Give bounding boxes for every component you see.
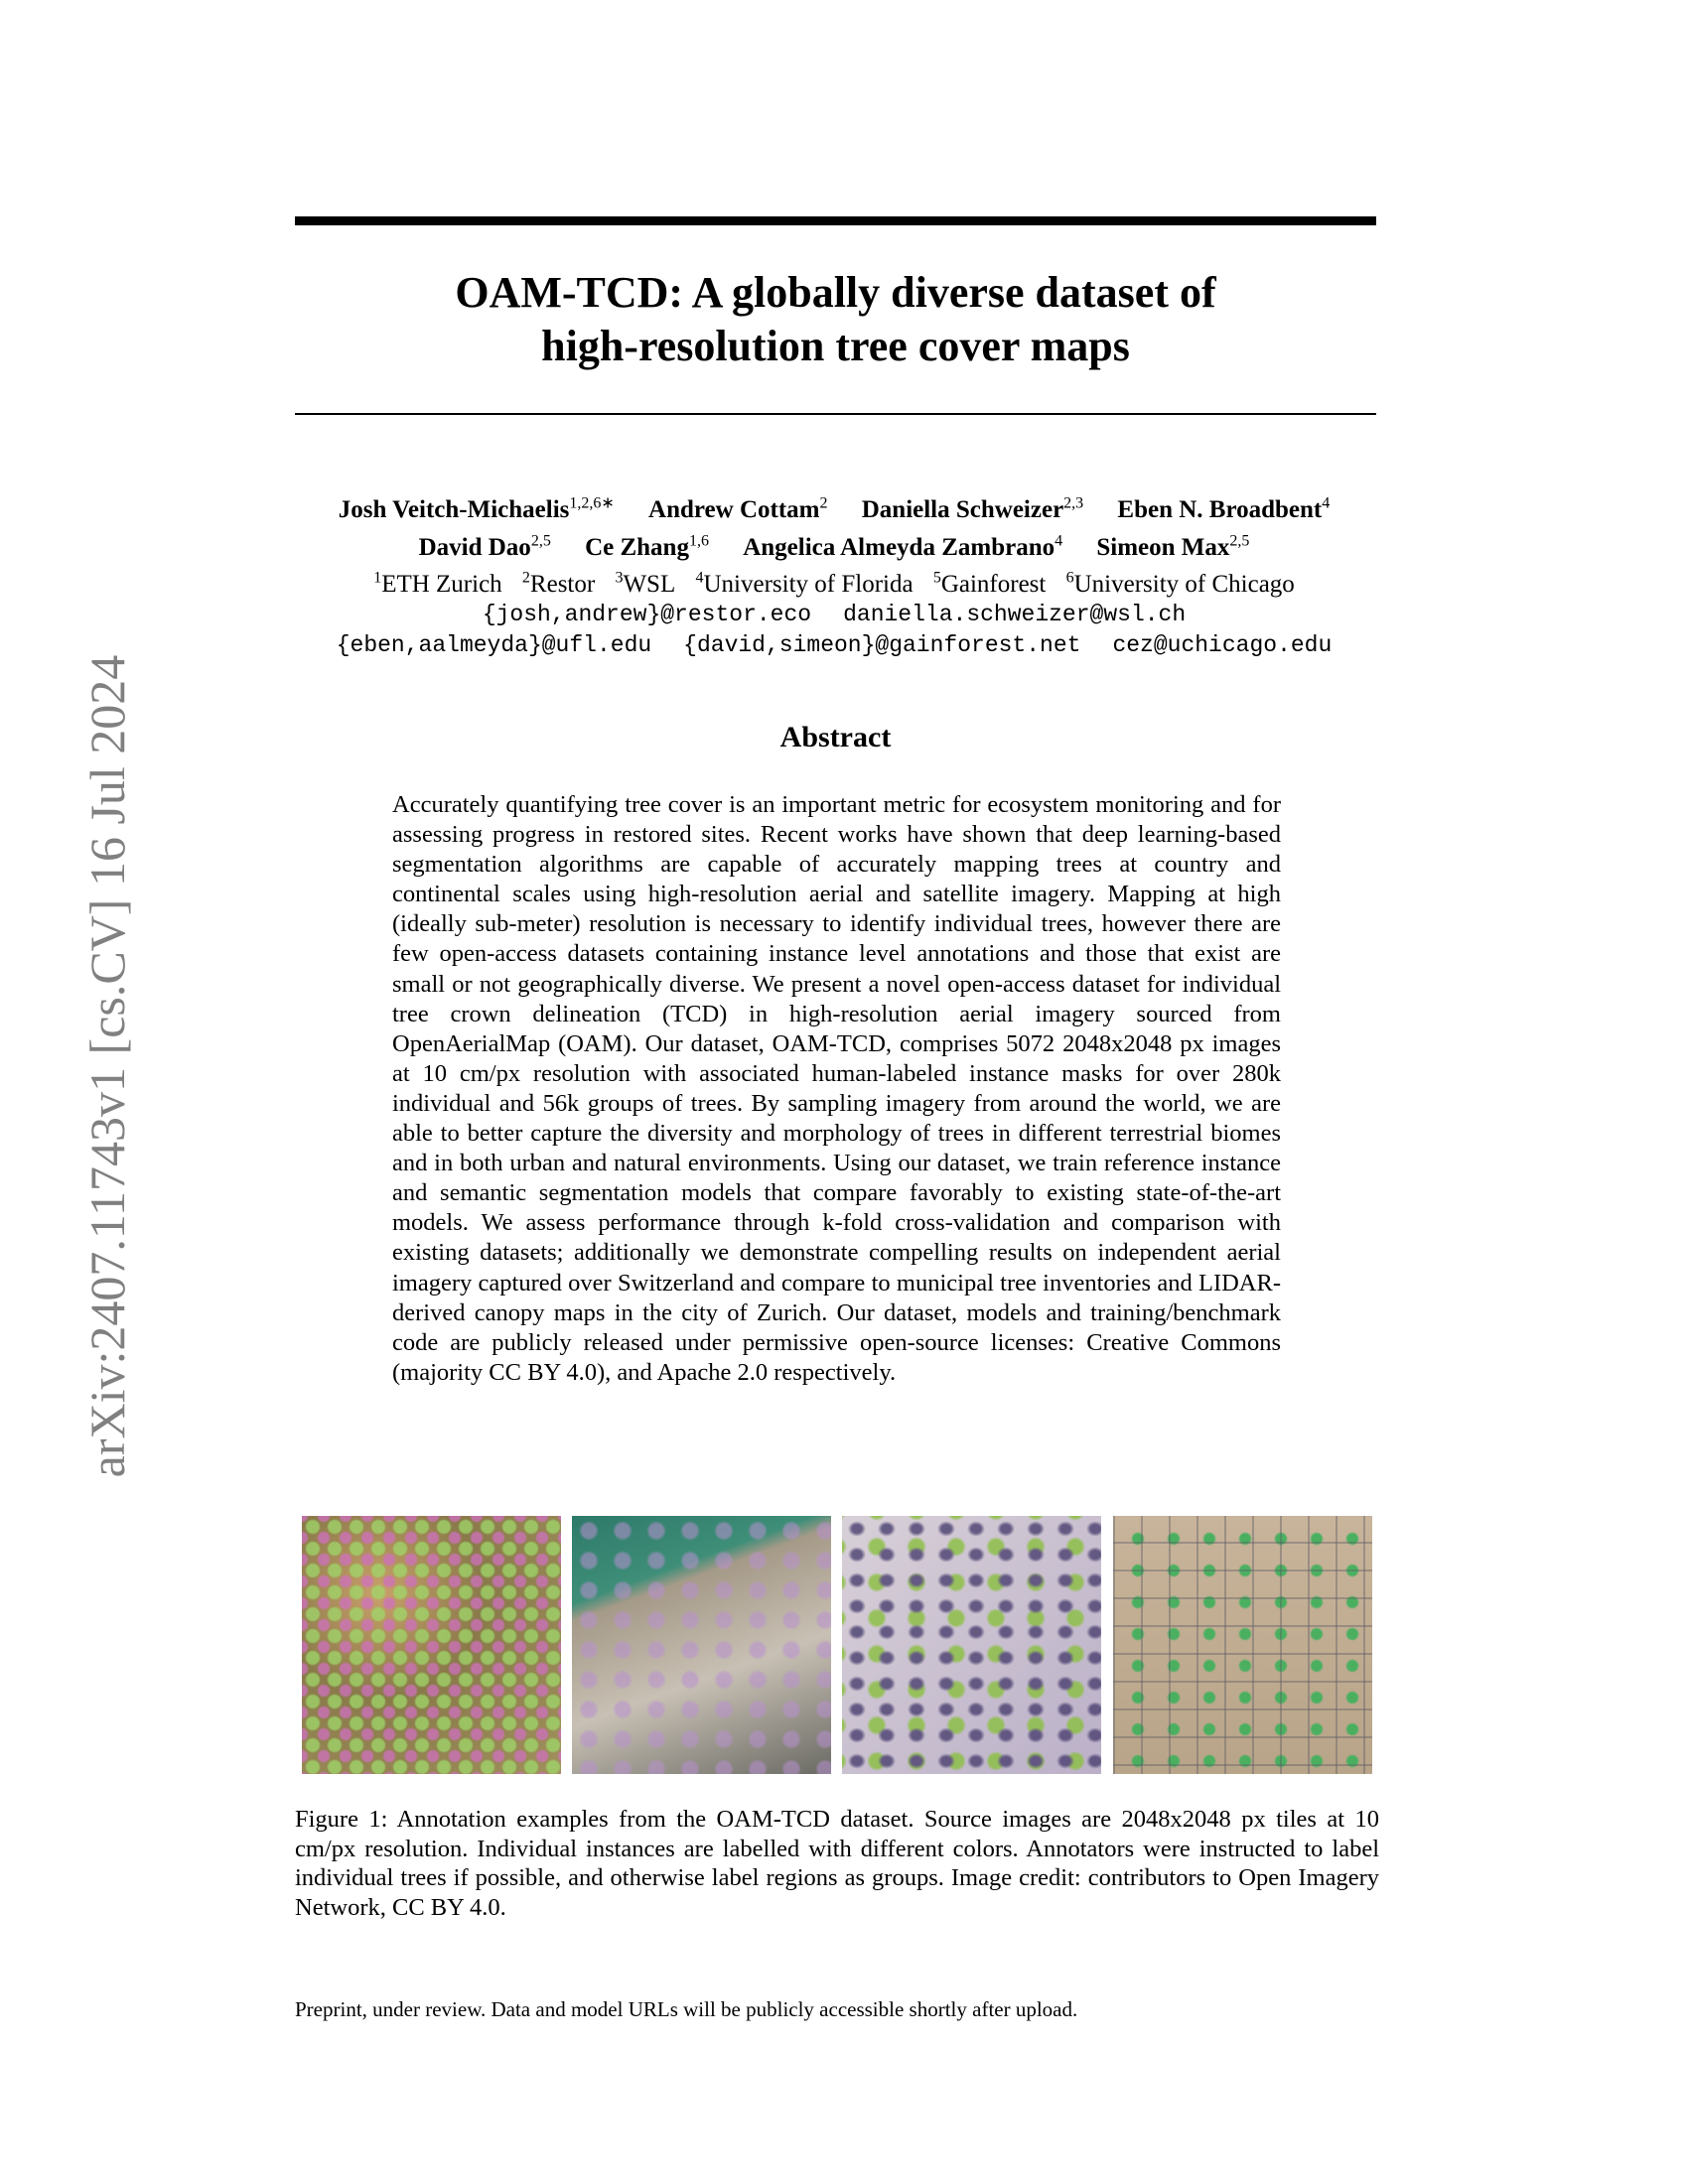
abstract-text: Accurately quantifying tree cover is an important metric for ecosystem monitoring and for assessing progress in restored sites. Recent works have shown that deep learning-based segmentation algorithms are capable of accurately mapping trees at country and continental scales using high-resolution aerial and satellite imagery. Mapping at high (ideally sub-meter) resolution is necessary to identify individual trees, however there are few open-access datasets containing instance level annotations and those that exist are small or not geographically diverse. We present a novel open-access dataset for individual tree crown delineation (TCD) in high-resolution aerial imagery sourced from OpenAerialMap (OAM). Our dataset, OAM-TCD, comprises 5072 2048x2048 px images at 10 cm/px resolution with associated human-labeled instance masks for over 280k individual and 56k groups of trees. By sampling imagery from around the world, we are able to better capture the diversity and morphology of trees in different terrestrial biomes and in both urban and natural environments. Using our dataset, we train reference instance and semantic segmentation models that compare favorably to existing state-of-the-art models. We assess performance through k-fold cross-validation and comparison with existing datasets; additionally we demonstrate compelling results on independent aerial imagery captured over Switzerland and compare to municipal tree inventories and LIDAR-derived canopy maps in the city of Zurich. Our dataset, models and training/benchmark code are publicly released under permissive open-source licenses: Creative Commons (majority CC BY 4.0), and Apache 2.0 respectively. (392, 791, 1281, 1386)
top-rule (295, 216, 1376, 225)
figure-caption: Figure 1: Annotation examples from the OAM-TCD dataset. Source images are 2048x2048 px tiles at 10 cm/px resolution. Individual instances are labelled with different colors. Annotators were instructed to label individual trees if possible, and otherwise label regions as groups. Image credit: contributors to Open Imagery Network, CC BY 4.0. (295, 1806, 1379, 1921)
paper-title (295, 266, 1376, 373)
title-line: high-resolution tree cover maps (541, 322, 1130, 370)
author: Ce Zhang$^{1,6}$ (585, 532, 709, 561)
author: Eben N. Broadbent$^4$ (1117, 495, 1331, 524)
author: David Dao$^{2,5}$ (418, 532, 551, 561)
arxiv-sidebar-id: arXiv:2407.11743v1 [cs.CV] 16 Jul 2024 (79, 654, 135, 1478)
footnote: Preprint, under review. Data and model URLs will be publicly accessible shortly after upload. (295, 1997, 1078, 2021)
affiliation: $^2$Restor (521, 569, 596, 598)
affiliation: $^4$University of Florida (695, 569, 914, 598)
email[interactable]: {josh,andrew}@restor.eco (482, 601, 812, 627)
affiliations (248, 563, 1420, 600)
figure-image-orchard (302, 1516, 561, 1774)
affiliation: $^3$WSL (615, 569, 676, 598)
figure-image-savanna (842, 1516, 1101, 1774)
figure-image-hillside (572, 1516, 831, 1774)
email[interactable]: {eben,aalmeyda}@ufl.edu (336, 631, 652, 658)
author-block (248, 488, 1420, 661)
affiliation: $^6$University of Chicago (1065, 569, 1295, 598)
author: Daniella Schweizer$^{2,3}$ (861, 495, 1084, 524)
author: Simeon Max$^{2,5}$ (1096, 532, 1250, 561)
title-rule (295, 413, 1376, 415)
title-line: OAM-TCD: A globally diverse dataset of (455, 268, 1216, 317)
author: Andrew Cottam$^2$ (648, 495, 828, 524)
email[interactable]: daniella.schweizer@wsl.ch (843, 601, 1187, 627)
author: Josh Veitch-Michaelis$^{1,2,6∗}$ (338, 495, 615, 524)
figure-image-urban (1113, 1516, 1372, 1774)
email[interactable]: cez@uchicago.edu (1112, 631, 1333, 658)
affiliation: $^1$ETH Zurich (373, 569, 502, 598)
abstract-heading: Abstract (779, 721, 892, 753)
affiliation: $^5$Gainforest (932, 569, 1047, 598)
author: Angelica Almeyda Zambrano$^4$ (743, 532, 1063, 561)
email[interactable]: {david,simeon}@gainforest.net (683, 631, 1081, 658)
